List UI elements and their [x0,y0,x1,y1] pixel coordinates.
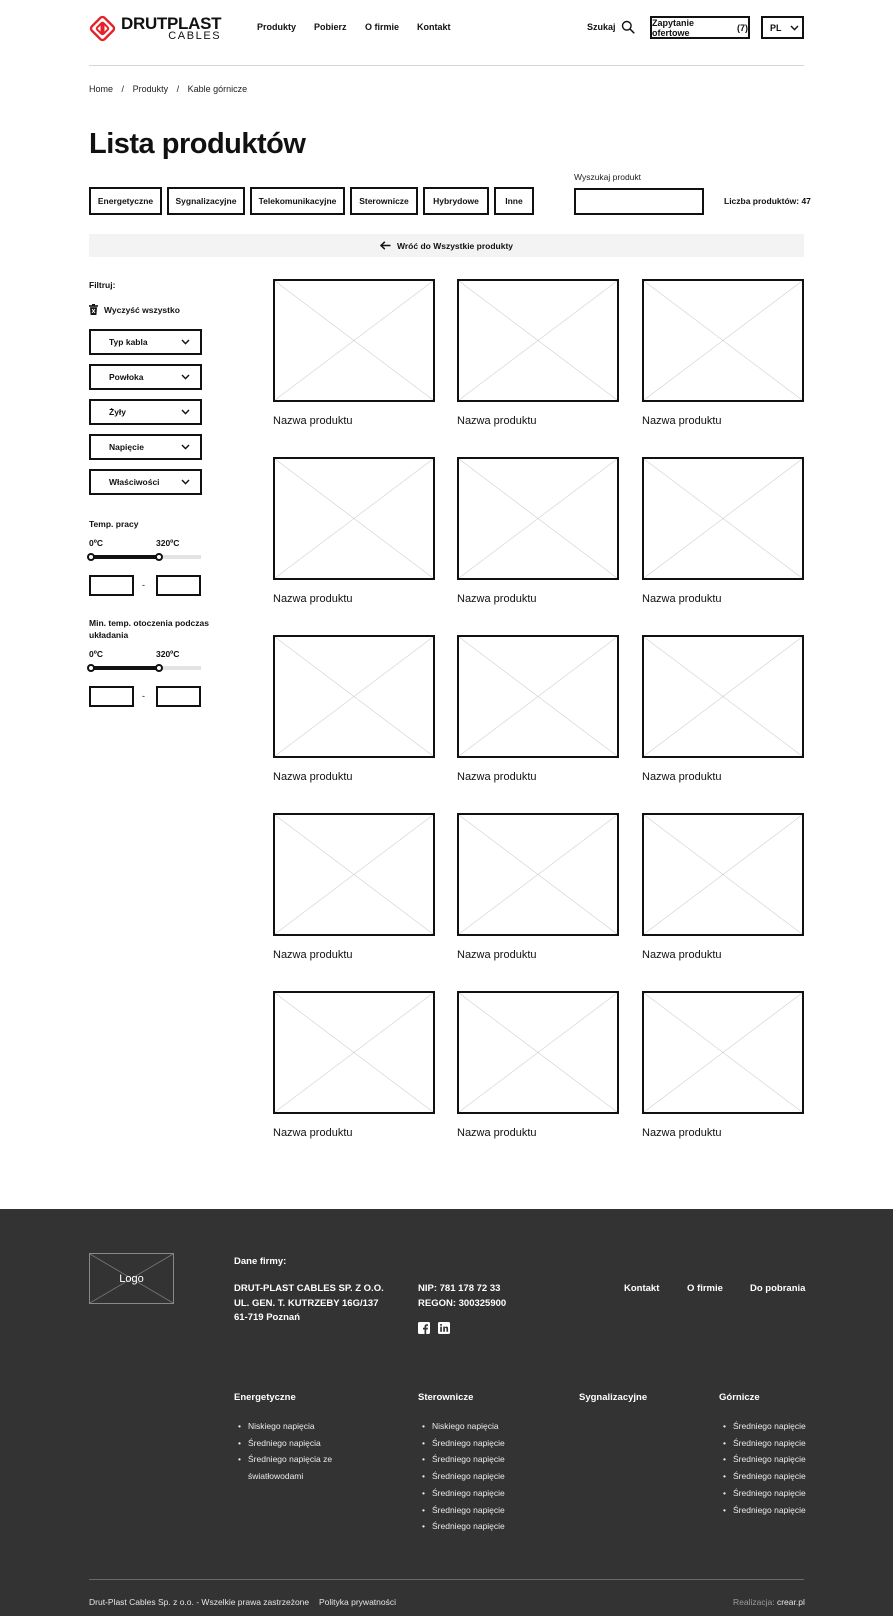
chevron-down-icon [181,339,190,345]
search-icon[interactable] [621,20,635,34]
footer-list-item[interactable]: • Średniego napięcie [721,1502,811,1519]
realization-link[interactable]: crear.pl [776,1597,805,1607]
drutplast-logo-icon [89,15,116,42]
category-chip-sterownicze[interactable]: Sterownicze [350,187,418,215]
dropdown-label: Właściwości [109,477,160,487]
product-name[interactable]: Nazwa produktu [273,949,353,961]
back-to-all-products-button[interactable] [89,234,804,257]
product-name[interactable]: Nazwa produktu [642,593,722,605]
range-separator: - [142,691,145,701]
image-placeholder-icon [275,637,433,756]
category-chip-telekomunikacyjne[interactable]: Telekomunikacyjne [250,187,345,215]
filter-dropdown-zyly[interactable] [89,399,202,425]
footer-list-item[interactable]: • Średniego napięcie [721,1418,811,1435]
quote-request-label: Zapytanie ofertowe [652,17,695,38]
product-image-placeholder[interactable] [642,813,804,936]
range-max-label: 320ºC [156,538,180,548]
footer-list-item[interactable]: • Średniego napięcie [721,1468,811,1485]
filter-dropdown-typ-kabla[interactable] [89,329,202,355]
footer-link-do-pobrania[interactable]: Do pobrania [750,1283,806,1294]
footer-col-sygnalizacyjne-heading[interactable]: Sygnalizacyjne [579,1392,648,1403]
range-slider-fill [91,666,159,670]
address-line: DRUT-PLAST CABLES SP. Z O.O. [234,1283,384,1294]
product-search-label: Wyszukaj produkt [574,172,642,182]
product-name[interactable]: Nazwa produktu [457,1127,537,1139]
footer-list-item[interactable]: • Średniego napięcie [420,1468,540,1485]
breadcrumb-current: Kable górnicze [187,84,248,94]
footer-list-item[interactable]: • Niskiego napięcia [420,1418,540,1435]
range-title-min-temp-otoczenia: Min. temp. otoczenia podczas układania [89,618,209,640]
range-from-input[interactable] [89,686,134,707]
realization-label: Realizacja: [733,1597,775,1607]
category-chip-hybrydowe[interactable]: Hybrydowe [423,187,489,215]
footer-col-gornicze-list [721,1418,811,1518]
product-name[interactable]: Nazwa produktu [457,771,537,783]
product-image-placeholder[interactable] [457,991,619,1114]
filter-dropdown-wlasciwosci[interactable] [89,469,202,495]
chevron-down-icon [181,409,190,415]
nav-pobierz[interactable]: Pobierz [314,22,347,32]
brand-logo[interactable] [89,13,222,43]
language-select[interactable] [761,16,804,39]
image-placeholder-icon [459,637,617,756]
product-name[interactable]: Nazwa produktu [457,949,537,961]
clear-all-label: Wyczyść wszystko [104,304,180,315]
product-search-input[interactable] [574,188,704,215]
image-placeholder-icon [275,993,433,1112]
dropdown-label: Żyły [109,407,127,417]
chevron-down-icon [181,479,190,485]
quote-request-button[interactable] [650,16,750,39]
range-title-temp-pracy: Temp. pracy [89,519,139,529]
nav-kontakt[interactable]: Kontakt [417,22,451,32]
range-max-label: 320ºC [156,649,180,659]
footer-logo-placeholder[interactable] [89,1253,174,1304]
image-placeholder-icon [275,459,433,578]
product-image-placeholder[interactable] [457,457,619,580]
footer-col-energetyczne-heading[interactable]: Energetyczne [234,1392,296,1403]
product-name[interactable]: Nazwa produktu [642,949,722,961]
company-ids [418,1282,506,1311]
product-image-placeholder[interactable] [273,279,435,402]
linkedin-icon[interactable] [438,1321,450,1339]
product-image-placeholder[interactable] [457,279,619,402]
product-name[interactable]: Nazwa produktu [273,415,353,427]
product-image-placeholder[interactable] [273,457,435,580]
language-value: PL [770,22,782,33]
product-image-placeholder[interactable] [642,635,804,758]
clear-all-filters-button[interactable] [89,304,180,315]
footer-realization [733,1597,805,1607]
range-slider-track[interactable] [91,555,201,559]
header-search-label[interactable]: Szukaj [587,22,616,32]
image-placeholder-icon [644,993,802,1112]
quote-request-count: (7) [737,22,748,33]
facebook-icon[interactable] [418,1321,430,1339]
address-line: 61-719 Poznań [234,1312,300,1323]
footer-list-item[interactable]: • Średniego napięcie [420,1502,540,1519]
breadcrumb-produkty[interactable]: Produkty [132,84,169,94]
footer-list-item[interactable]: • Średniego napięcie [420,1518,540,1535]
footer-copyright: Drut-Plast Cables Sp. z o.o. - Wszelkie prawa zastrzeżone [89,1597,310,1607]
footer-divider [89,1579,804,1580]
footer-list-item[interactable]: • Średniego napięcie [721,1435,811,1452]
company-data-heading: Dane firmy: [234,1256,287,1267]
footer-list-item[interactable]: • Średniego napięcie [420,1485,540,1502]
address-line: UL. GEN. T. KUTRZEBY 16G/137 [234,1297,379,1309]
arrow-left-icon [380,241,391,250]
product-image-placeholder[interactable] [642,991,804,1114]
range-slider-max-handle[interactable] [155,553,163,561]
image-placeholder-icon [644,459,802,578]
footer-list-item[interactable]: • Średniego napięcie [420,1451,540,1468]
footer-list-item[interactable]: • Średniego napięcie [721,1485,811,1502]
nav-o-firmie[interactable]: O firmie [365,22,400,32]
range-slider-min-handle[interactable] [87,553,95,561]
chevron-down-icon [181,444,190,450]
range-from-input[interactable] [89,575,134,596]
image-placeholder-icon [459,815,617,934]
chevron-down-icon [181,374,190,380]
dropdown-label: Typ kabla [109,337,148,347]
product-image-placeholder[interactable] [457,635,619,758]
breadcrumb-home[interactable]: Home [89,84,114,94]
footer-logo-label: Logo [119,1272,144,1285]
breadcrumb-separator: / [121,84,125,94]
product-name[interactable]: Nazwa produktu [642,1127,722,1139]
trash-icon [89,304,98,315]
product-image-placeholder[interactable] [273,991,435,1114]
logo-subtitle: CABLES [168,29,222,42]
category-chip-energetyczne[interactable]: Energetyczne [89,187,162,215]
image-placeholder-icon [275,281,433,400]
breadcrumb [89,84,253,94]
product-name[interactable]: Nazwa produktu [457,415,537,427]
dropdown-label: Powłoka [109,372,144,382]
image-placeholder-icon [275,815,433,934]
range-to-input[interactable] [156,686,201,707]
footer-col-energetyczne-list [236,1418,351,1485]
category-chip-sygnalizacyjne[interactable]: Sygnalizacyjne [167,187,245,215]
image-placeholder-icon [644,815,802,934]
product-name[interactable]: Nazwa produktu [273,1127,353,1139]
product-image-placeholder[interactable] [273,813,435,936]
range-slider-min-handle[interactable] [87,664,95,672]
product-name[interactable]: Nazwa produktu [457,593,537,605]
range-min-label: 0ºC [89,538,103,548]
product-name[interactable]: Nazwa produktu [642,415,722,427]
product-name[interactable]: Nazwa produktu [642,771,722,783]
nav-produkty[interactable]: Produkty [257,22,297,32]
footer-list-item[interactable]: • Średniego napięcia ze światłowodami [236,1451,351,1484]
range-slider-track[interactable] [91,666,201,670]
footer-col-sterownicze-heading[interactable]: Sterownicze [418,1392,474,1403]
product-image-placeholder[interactable] [457,813,619,936]
category-chip-inne[interactable]: Inne [494,187,534,215]
chevron-down-icon [790,25,799,31]
product-image-placeholder[interactable] [642,457,804,580]
footer-list-item[interactable]: • Niskiego napięcia [236,1418,351,1435]
regon: REGON: 300325900 [418,1297,507,1309]
product-count: Liczba produktów: 47 [724,196,811,206]
product-image-placeholder[interactable] [642,279,804,402]
nip: NIP: 781 178 72 33 [418,1283,501,1294]
dropdown-label: Napięcie [109,442,144,452]
header-divider [89,65,804,66]
image-placeholder-icon [459,993,617,1112]
range-separator: - [142,580,145,590]
filter-title: Filtruj: [89,280,116,290]
product-name[interactable]: Nazwa produktu [273,593,353,605]
range-slider-fill [91,555,159,559]
footer-col-gornicze-heading[interactable]: Górnicze [719,1392,760,1403]
image-placeholder-icon [644,281,802,400]
product-name[interactable]: Nazwa produktu [273,771,353,783]
logo-wordmark: DRUTPLAST [121,13,222,33]
footer-list-item[interactable]: • Średniego napięcie [721,1451,811,1468]
footer-privacy-link[interactable]: Polityka prywatności [319,1597,397,1607]
filter-dropdown-powloka[interactable] [89,364,202,390]
image-placeholder-icon [459,459,617,578]
range-to-input[interactable] [156,575,201,596]
footer-link-o-firmie[interactable]: O firmie [687,1283,723,1294]
image-placeholder-icon [644,637,802,756]
range-slider-max-handle[interactable] [155,664,163,672]
page-title: Lista produktów [89,128,306,160]
footer-list-item[interactable]: • Średniego napięcia [236,1435,351,1452]
range-min-label: 0ºC [89,649,103,659]
company-address [234,1282,384,1326]
breadcrumb-separator: / [176,84,180,94]
filter-dropdown-napiecie[interactable] [89,434,202,460]
image-placeholder-icon [459,281,617,400]
footer-col-sterownicze-list [420,1418,540,1535]
back-label: Wróć do Wszystkie produkty [396,240,514,251]
footer-link-kontakt[interactable]: Kontakt [624,1283,660,1294]
footer-list-item[interactable]: • Średniego napięcie [420,1435,540,1452]
product-image-placeholder[interactable] [273,635,435,758]
